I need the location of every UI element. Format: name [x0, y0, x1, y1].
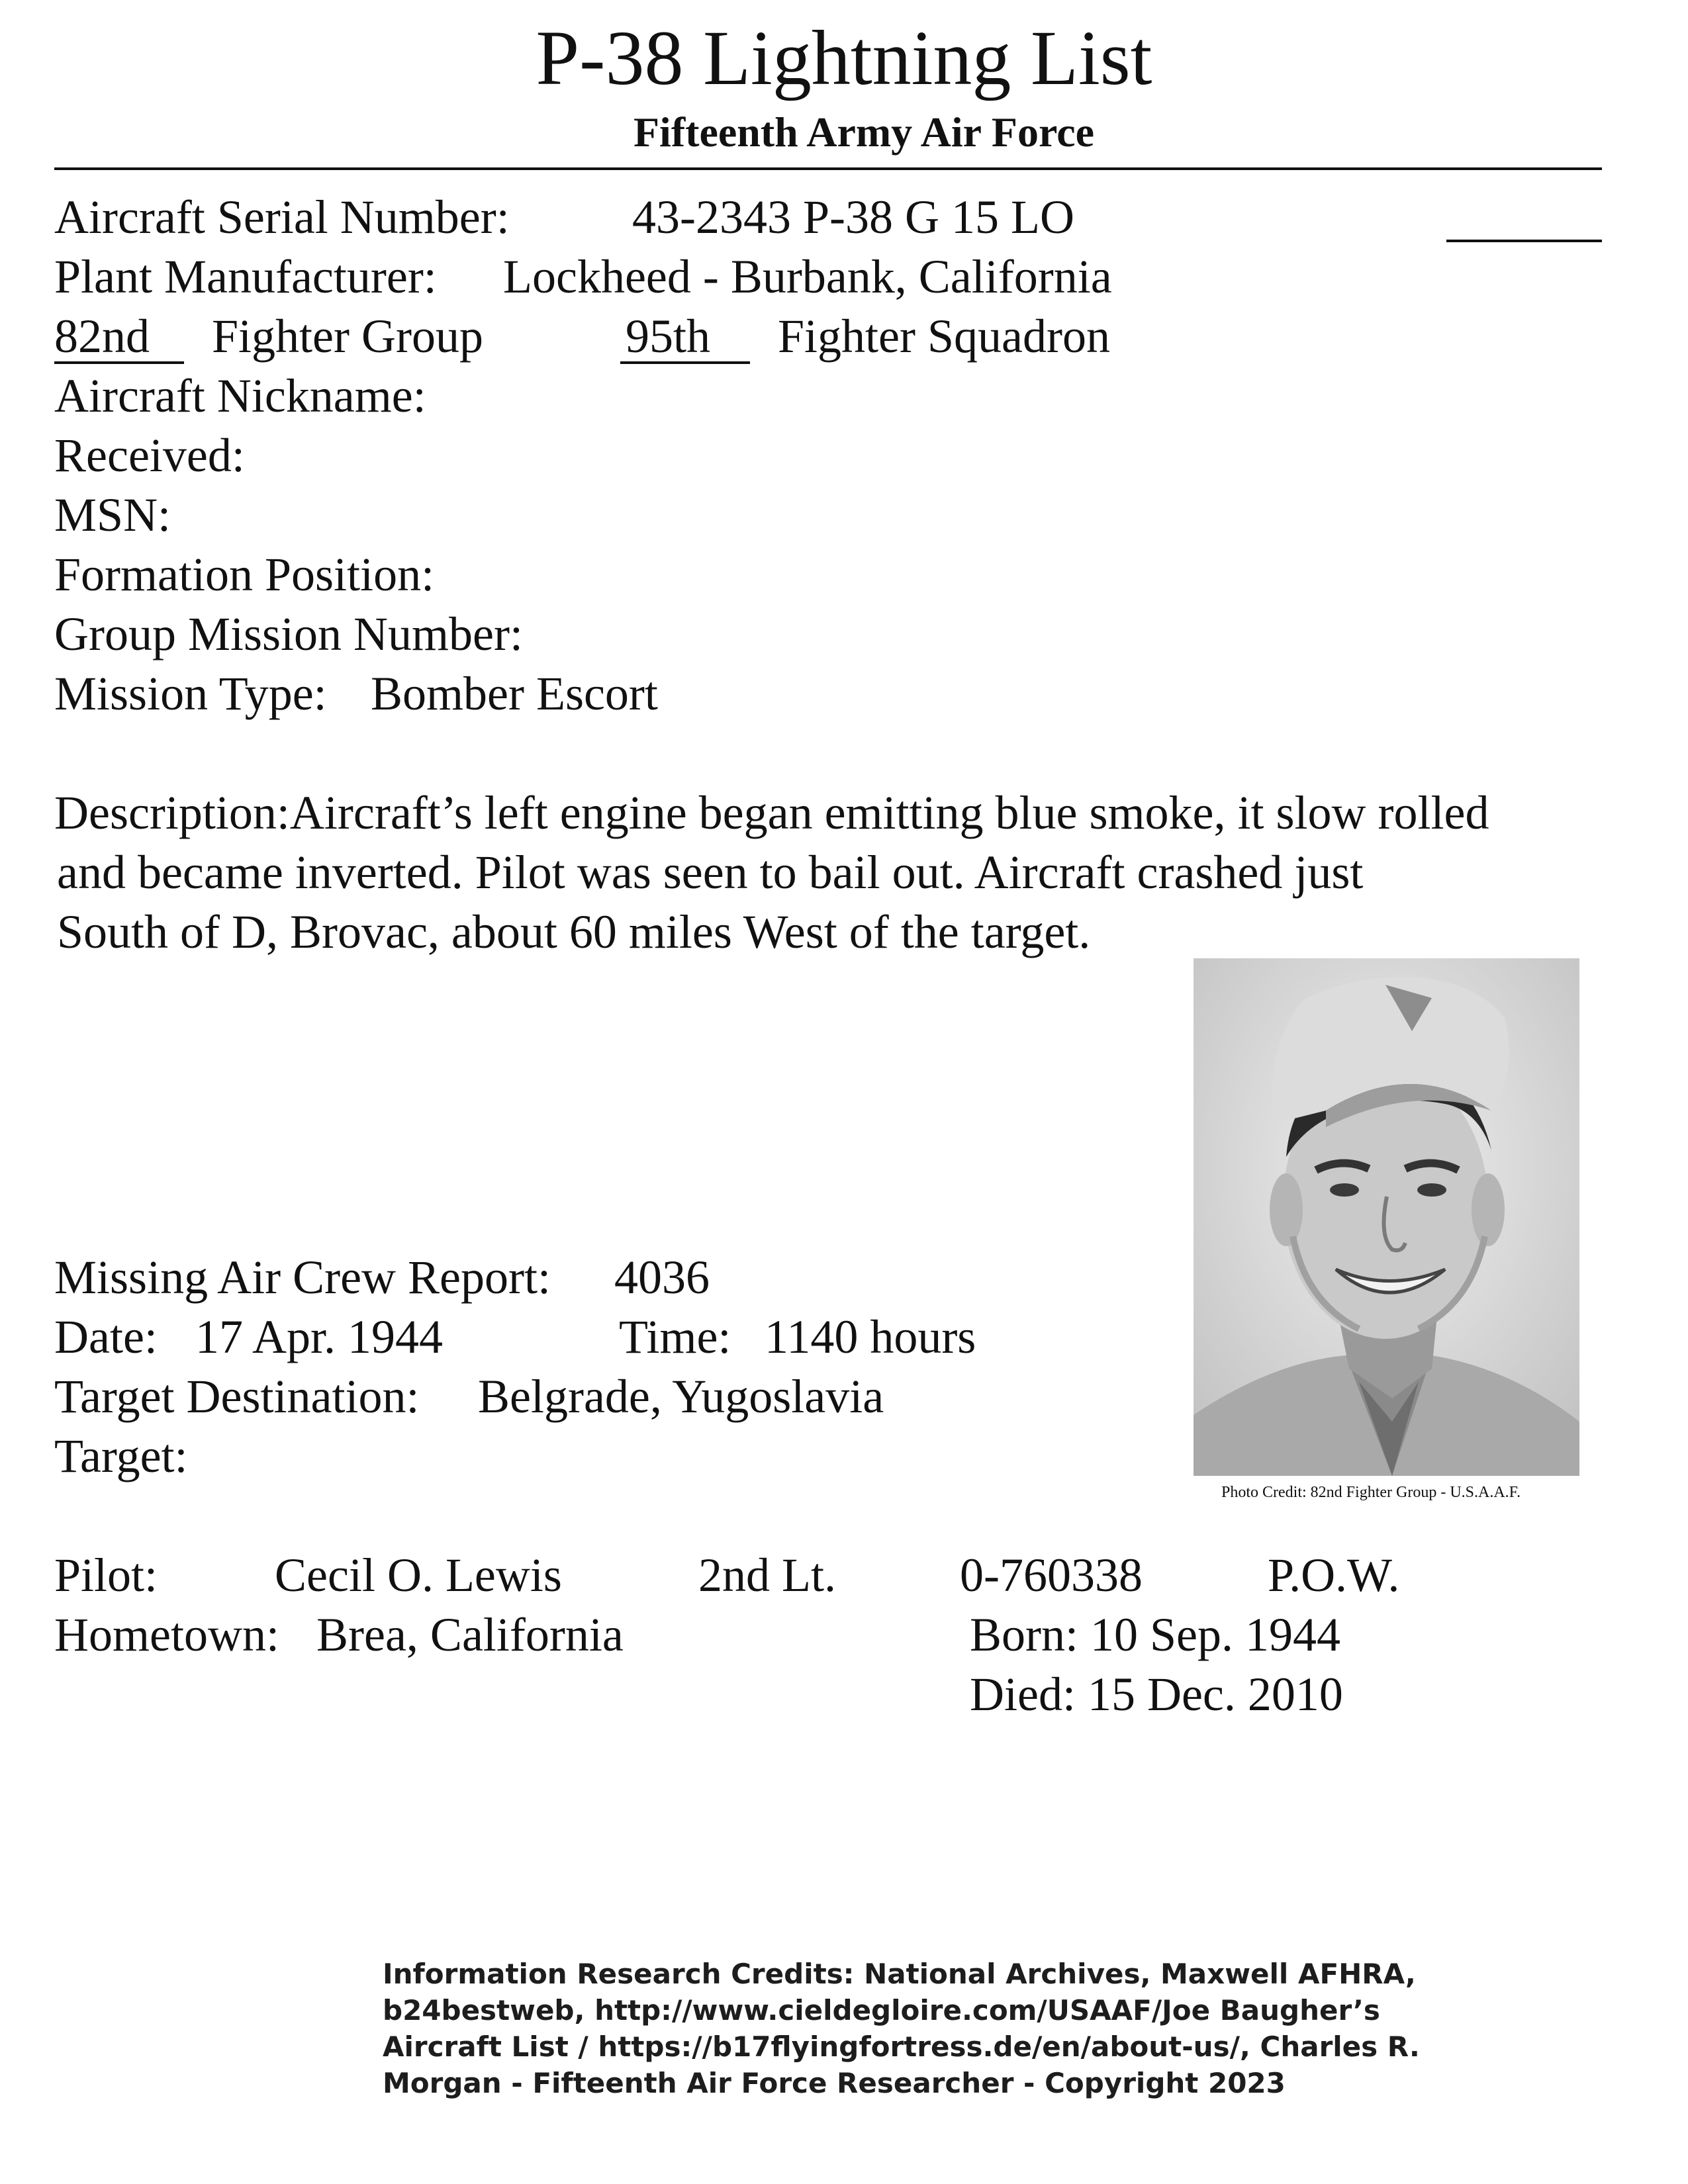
- hometown-value: Brea, California: [316, 1608, 624, 1661]
- credits-line-3: Aircraft List / https://b17flyingfortress.de/en/about-us/, Charles R.: [383, 2030, 1420, 2063]
- serial-blank-line: [1446, 240, 1602, 242]
- fighter-squadron-label: Fighter Squadron: [778, 310, 1110, 363]
- photo-credit-caption: Photo Credit: 82nd Fighter Group - U.S.A.A.F.: [1221, 1484, 1521, 1501]
- pilot-rank: 2nd Lt.: [698, 1549, 836, 1602]
- target-destination-value: Belgrade, Yugoslavia: [478, 1370, 884, 1423]
- pilot-status: P.O.W.: [1268, 1549, 1400, 1602]
- group-mission-number-label: Group Mission Number:: [54, 608, 523, 660]
- received-label: Received:: [54, 429, 245, 482]
- mission-type-label: Mission Type:: [54, 667, 327, 720]
- macr-value: 4036: [614, 1251, 710, 1304]
- hometown-label: Hometown:: [54, 1608, 279, 1661]
- pilot-portrait-image: [1194, 958, 1579, 1476]
- time-label: Time:: [619, 1310, 731, 1363]
- formation-position-label: Formation Position:: [54, 548, 435, 601]
- date-label: Date:: [54, 1310, 158, 1363]
- description-text-1: Aircraft’s left engine began emitting blue smoke, it slow rolled: [289, 786, 1489, 839]
- plant-manufacturer-label: Plant Manufacturer:: [54, 250, 437, 303]
- serial-number-label: Aircraft Serial Number:: [54, 191, 510, 244]
- serial-number-value: 43-2343 P-38 G 15 LO: [632, 191, 1074, 244]
- fighter-group-underline: [54, 361, 184, 364]
- pilot-photo: [1194, 958, 1579, 1476]
- credits-line-1: Information Research Credits: National Archives, Maxwell AFHRA,: [383, 1958, 1416, 1990]
- fighter-squadron-underline: [620, 361, 750, 364]
- plant-manufacturer-value: Lockheed - Burbank, California: [503, 250, 1112, 303]
- description-line-1: [54, 783, 1489, 842]
- description-line-3: South of D, Brovac, about 60 miles West of the target.: [57, 905, 1091, 958]
- aircraft-nickname-label: Aircraft Nickname:: [54, 369, 426, 422]
- header-divider: [54, 167, 1602, 170]
- fighter-group-value: 82nd: [54, 310, 150, 363]
- pilot-name: Cecil O. Lewis: [275, 1549, 562, 1602]
- msn-label: MSN:: [54, 488, 171, 541]
- credits-line-2: b24bestweb, http://www.cieldegloire.com/USAAF/Joe Baugher’s: [383, 1994, 1380, 2026]
- description-line-2: and became inverted. Pilot was seen to bail out. Aircraft crashed just: [57, 846, 1364, 899]
- pilot-serial-number: 0-760338: [960, 1549, 1143, 1602]
- fighter-squadron-value: 95th: [626, 310, 711, 363]
- pilot-died: Died: 15 Dec. 2010: [970, 1668, 1343, 1721]
- credits-line-4: Morgan - Fifteenth Air Force Researcher - Copyright 2023: [383, 2067, 1286, 2099]
- page-subtitle: Fifteenth Army Air Force: [633, 109, 1095, 156]
- macr-label: Missing Air Crew Report:: [54, 1251, 551, 1304]
- target-label: Target:: [54, 1430, 188, 1482]
- page-title: P-38 Lightning List: [536, 15, 1152, 101]
- pilot-born: Born: 10 Sep. 1944: [970, 1608, 1341, 1661]
- target-destination-label: Target Destination:: [54, 1370, 420, 1423]
- mission-type-value: Bomber Escort: [371, 667, 658, 720]
- pilot-label: Pilot:: [54, 1549, 158, 1602]
- fighter-group-label: Fighter Group: [212, 310, 483, 363]
- time-value: 1140 hours: [765, 1310, 976, 1363]
- date-value: 17 Apr. 1944: [195, 1310, 444, 1363]
- description-label: Description:: [54, 786, 290, 839]
